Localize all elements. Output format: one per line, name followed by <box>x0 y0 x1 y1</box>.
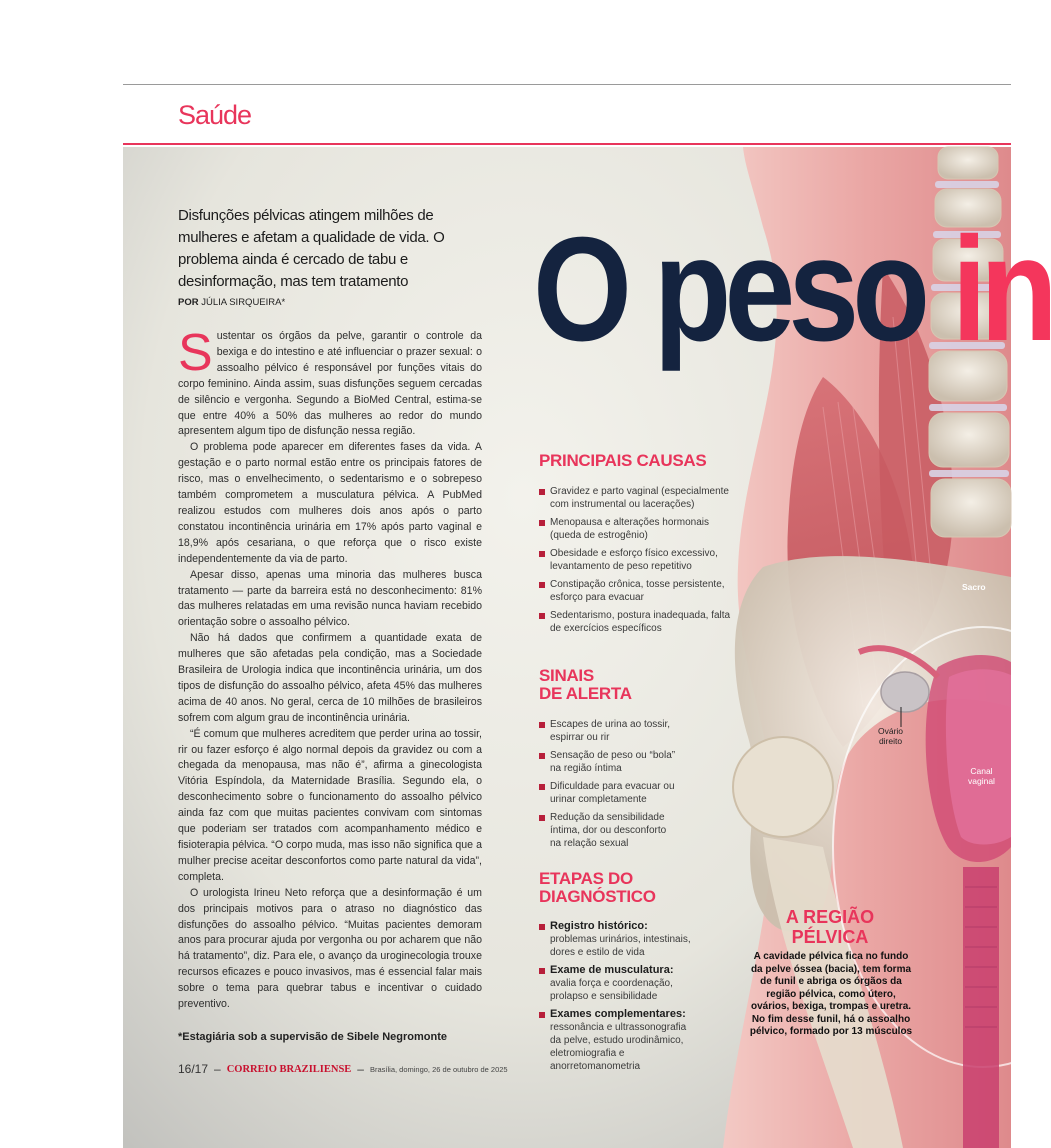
headline-main: O peso <box>533 207 952 372</box>
sinais-list <box>539 718 679 855</box>
paragraph-6: O urologista Irineu Neto reforça que a desinformação é um dos principais motivos para o atraso no diagnóstico das disfunções do assoalho pélvico. “Muitas pacientes demoram anos para procurar ajuda por vergonha ou por acharem que não há tratamento”, diz. Para ele, o avanço da uroginecologia trouxe recursos eficazes e pouco invasivos, mas é essencial falar mais sobre o tema para quebrar tabus e incentivar o cuidado preventivo. <box>178 886 482 1011</box>
list-item: Sedentarismo, postura inadequada, falta de exercícios específicos <box>539 609 739 635</box>
list-item: Sensação de peso ou “bola” na região íntima <box>539 749 679 775</box>
paragraph-5: “É comum que mulheres acreditem que perder urina ao tossir, rir ou fazer esforço é algo normal depois da gravidez ou com a chegada da menopausa, mas não é”, afirma a ginecologista Vitória Espíndola, da Maternidade Brasília. Segundo ela, o desconhecimento sobre o funcionamento do assoalho pélvico ainda faz com que muitas pacientes convivam com sintomas que poderiam ser tratados com acompanhamento médico e fisioterapia pélvica. “O corpo muda, mas isso não significa que a mulher precise aceitar desconfortos como parte natural da vida”, completa. <box>178 727 482 883</box>
paragraph-2: O problema pode aparecer em diferentes fases da vida. A gestação e o parto normal estão entre os principais fatores de risco, mas o envelhecimento, o sedentarismo e o sobrepeso também comprometem a musculatura pélvica. A PubMed realizou estudos com mulheres dois anos após o parto constatou incontinência urinária em 17% após parto vaginal e 18,9% após cesariana, o que reforça que o risco existe independentemente da via de parto. <box>178 441 482 565</box>
byline <box>178 297 285 308</box>
paragraph-1-text: ustentar os órgãos da pelve, garantir o controle da bexiga e do intestino e até influenciar o prazer sexual: o assoalho pélvico é responsável por funções vitais do corpo feminino. Ainda assim, suas disfunções seguem cercadas de silêncio e vergonha. Segundo a BioMed Central, estima-se que entre 40% a 50% das mulheres ao redor do mundo apresentem algum tipo de disfunção nessa região. <box>178 330 482 438</box>
list-item: Dificuldade para evacuar ou urinar completamente <box>539 780 679 806</box>
label-ovario-line-1: Ovário <box>878 726 904 736</box>
etapa-text: problemas urinários, intestinais, dores e estilo de vida <box>550 934 691 958</box>
etapa-text: ressonância e ultrassonografia da pelve, estudo urodinâmico, eletromiografia e anorretomanometria <box>550 1022 687 1072</box>
footnote: *Estagiária sob a supervisão de Sibele Negromonte <box>178 1031 447 1043</box>
page-numbers: 16/17 <box>178 1062 209 1076</box>
label-canal <box>968 766 995 786</box>
section-rule <box>123 143 1011 145</box>
list-item: Menopausa e alterações hormonais (queda de estrogênio) <box>539 516 739 542</box>
sinais-heading-line-1: SINAIS <box>539 666 594 685</box>
list-item: Obesidade e esforço físico excessivo, levantamento de peso repetitivo <box>539 547 739 573</box>
causas-heading: PRINCIPAIS CAUSAS <box>539 451 707 470</box>
section-label: Saúde <box>178 100 252 130</box>
label-canal-line-1: Canal <box>970 766 993 776</box>
etapas-heading <box>539 870 656 906</box>
folio-dash: – <box>214 1062 221 1076</box>
list-item <box>539 964 699 1003</box>
regiao-heading-line-2: PÉLVICA <box>791 927 869 947</box>
label-ovario <box>878 726 903 746</box>
list-item: Redução da sensibilidade íntima, dor ou desconforto na relação sexual <box>539 811 679 850</box>
etapa-title: Exame de musculatura: <box>550 964 674 976</box>
edition-date: Brasília, domingo, 26 de outubro de 2025 <box>369 1064 508 1074</box>
etapa-title: Exames complementares: <box>550 1008 686 1020</box>
dropcap: S <box>178 324 213 382</box>
regiao-description: A cavidade pélvica fica no fundo da pelve óssea (bacia), tem forma de funil e abriga os órgãos da região pélvica, como útero, ovários, bexiga, trompas e uretra. No fim desse funil, há o assoalho pélvico, formado por 13 músculos <box>749 951 913 1037</box>
lead-paragraph: Disfunções pélvicas atingem milhões de mulheres e afetam a qualidade de vida. O problema ainda é cercado de tabu e desinformação, mas tem tratamento <box>178 207 445 290</box>
list-item: Escapes de urina ao tossir, espirrar ou rir <box>539 718 679 744</box>
folio-dash-2: – <box>357 1062 364 1076</box>
etapa-title: Registro histórico: <box>550 920 648 932</box>
etapa-text: avalia força e coordenação, prolapso e sensibilidade <box>550 978 673 1002</box>
article-body <box>178 324 482 1013</box>
paragraph-4: Não há dados que confirmem a quantidade exata de mulheres que são afetadas pela condição, mas a Sociedade Brasileira de Urologia indica que incontinência urinária, um dos tipos de disfunção do assoalho pélvico, afeta 45% das mulheres acima de 40 anos. No geral, cerca de 10 milhões de brasileiros sofrem com algum grau de incontinência urinária. <box>178 632 482 724</box>
list-item: Constipação crônica, tosse persistente, esforço para evacuar <box>539 578 739 604</box>
label-sacro: Sacro <box>962 582 986 592</box>
byline-author: JÚLIA SIRQUEIRA* <box>201 297 286 308</box>
paragraph-3: Apesar disso, apenas uma minoria das mulheres busca tratamento — parte da barreira está no desconhecimento: 81% das mulheres relatadas em uma revisão nunca haviam recebido orientação sobre o assoalho pélvico. <box>178 568 482 629</box>
folio <box>178 1062 508 1076</box>
paragraph-1 <box>178 324 482 440</box>
label-ovario-line-2: direito <box>878 736 903 746</box>
etapas-heading-line-1: ETAPAS DO <box>539 869 633 888</box>
byline-prefix: POR <box>178 297 199 308</box>
etapas-heading-line-2: DIAGNÓSTICO <box>539 887 656 906</box>
regiao-heading <box>740 907 920 947</box>
label-canal-line-2: vaginal <box>968 776 995 786</box>
list-item <box>539 920 699 959</box>
causas-list <box>539 485 739 640</box>
list-item: Gravidez e parto vaginal (especialmente com instrumental ou lacerações) <box>539 485 739 511</box>
headline <box>533 207 1051 372</box>
headline-accent: in <box>951 207 1051 372</box>
sinais-heading <box>539 667 632 703</box>
regiao-heading-line-1: A REGIÃO <box>785 907 875 927</box>
top-rule <box>123 84 1011 85</box>
newspaper-logo: CORREIO BRAZILIENSE <box>226 1063 352 1075</box>
etapas-list <box>539 920 699 1078</box>
list-item <box>539 1008 699 1073</box>
sinais-heading-line-2: DE ALERTA <box>539 684 632 703</box>
